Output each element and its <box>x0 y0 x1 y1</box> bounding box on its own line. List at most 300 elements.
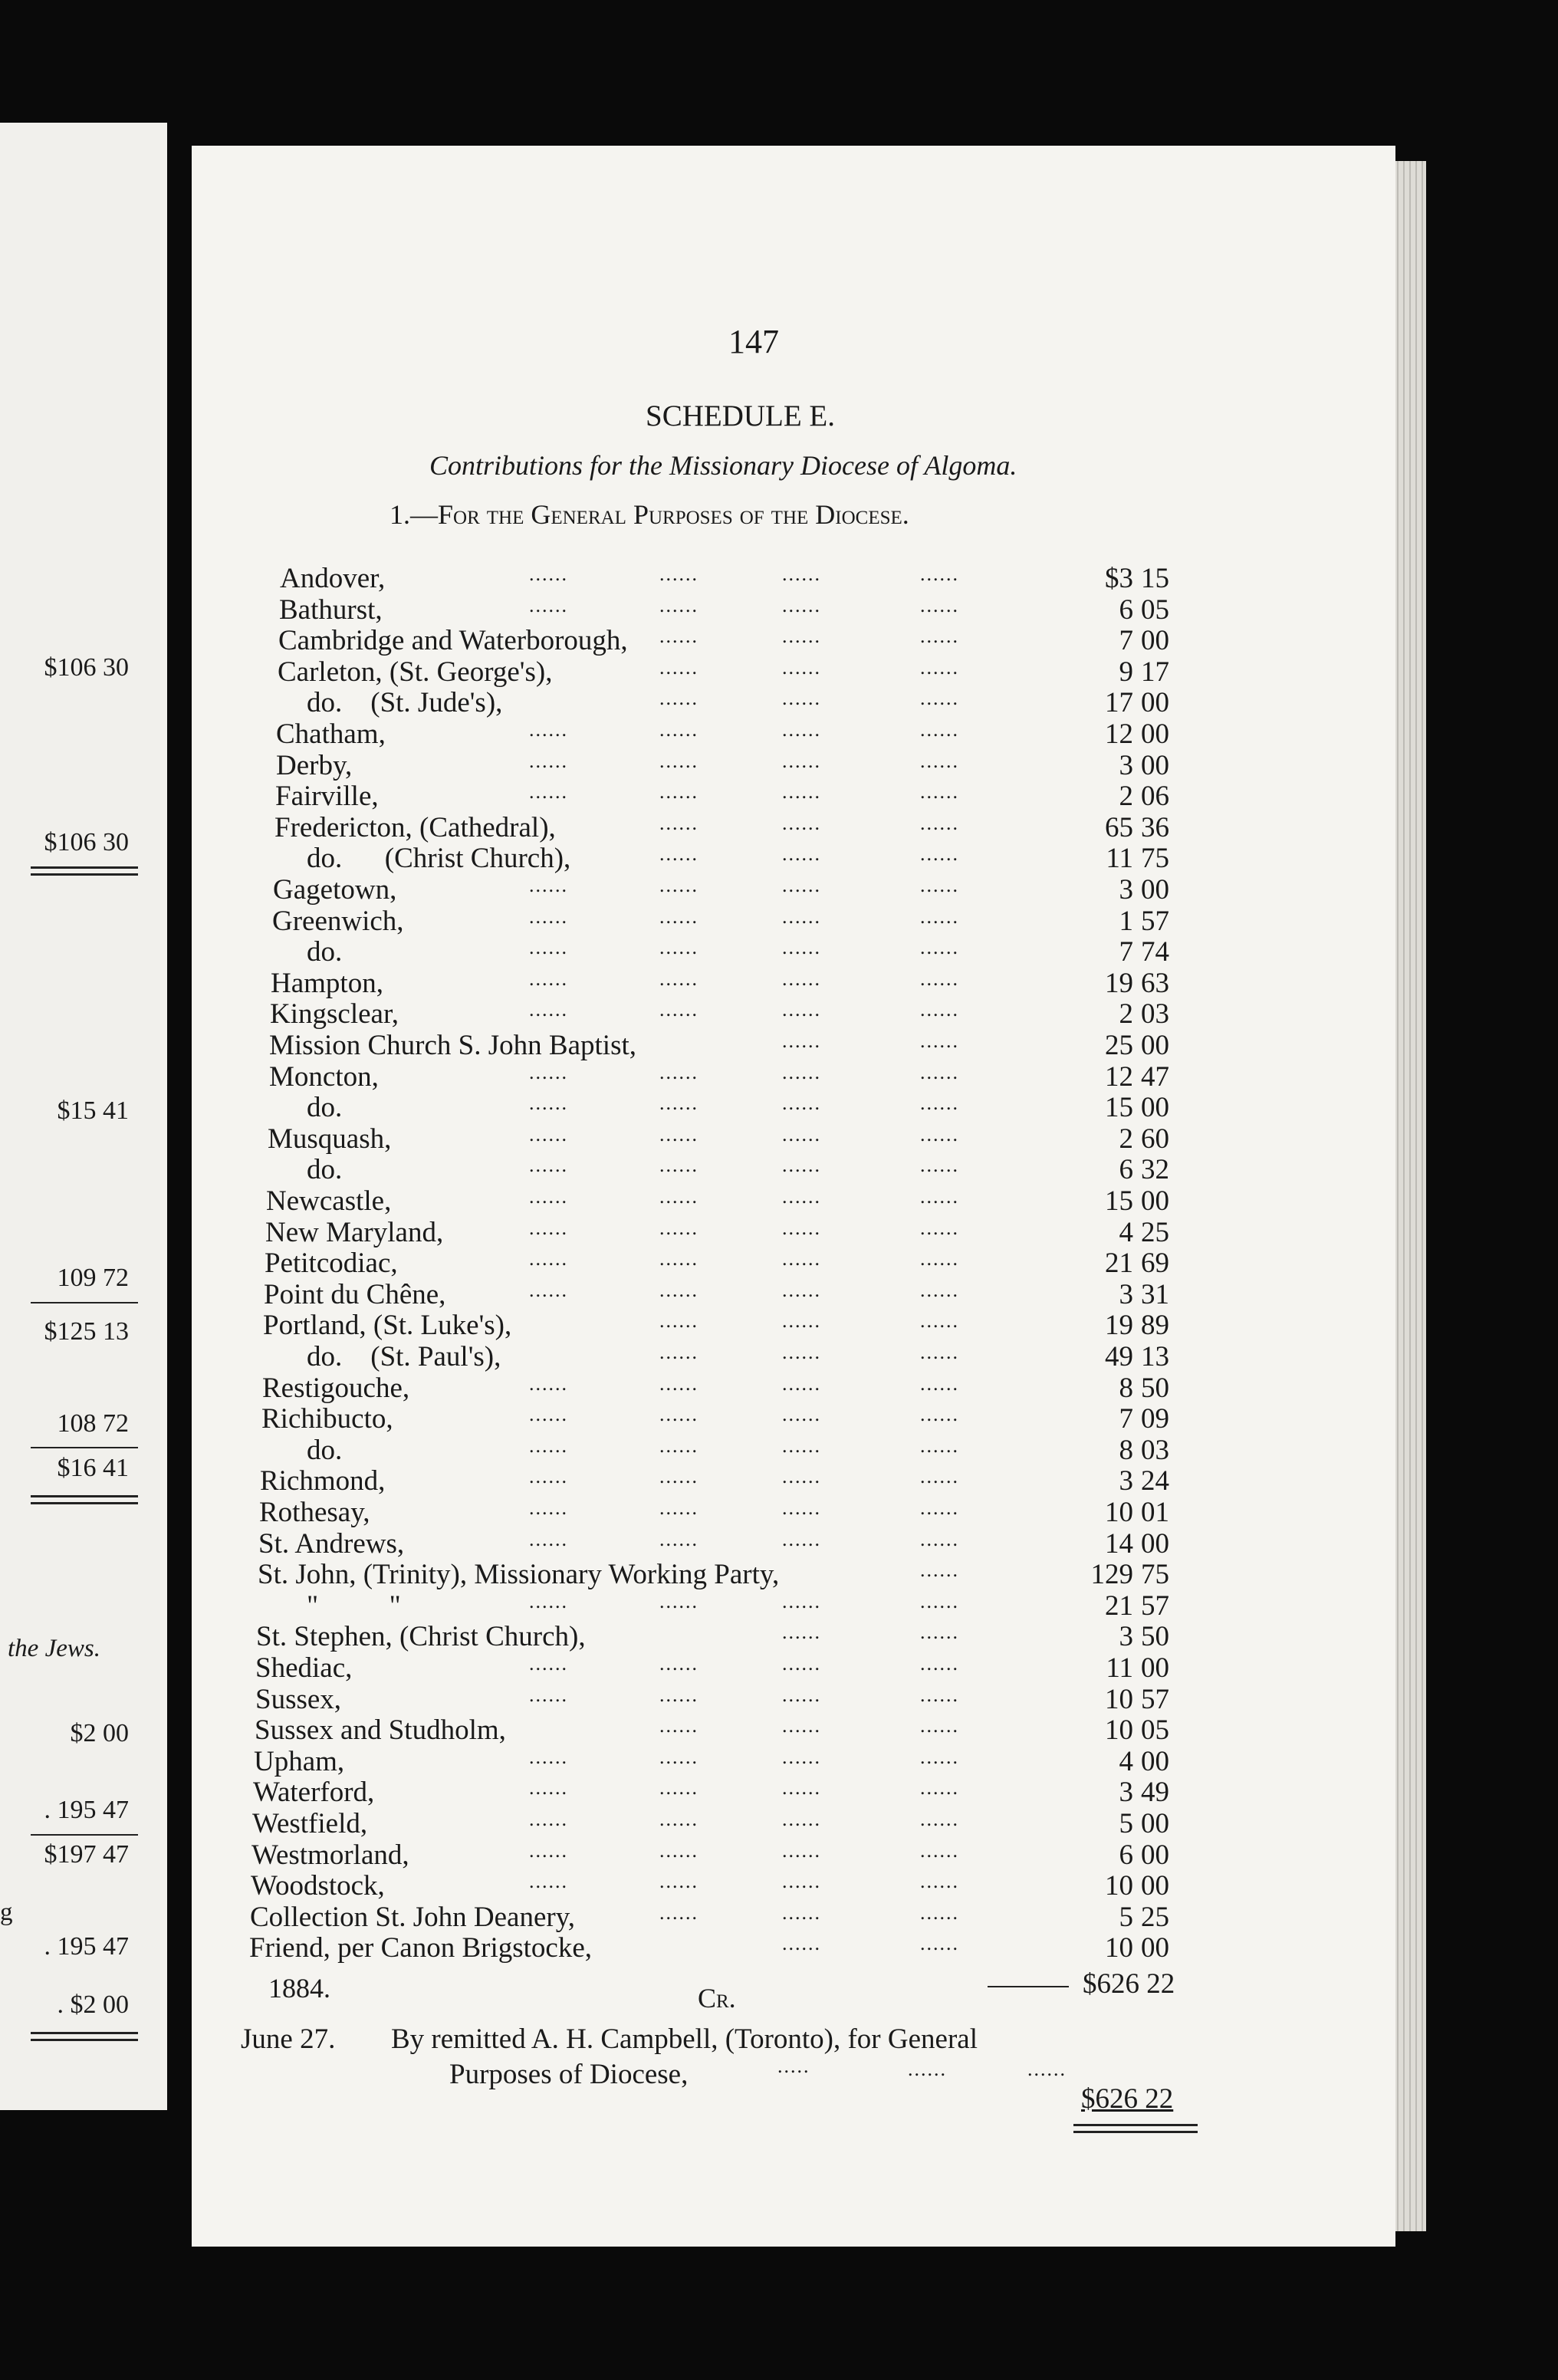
document-page <box>192 146 1395 2247</box>
amount <box>1066 1933 1196 1964</box>
ledger-row <box>192 1342 1395 1372</box>
dot-leader: ...... <box>529 1248 568 1270</box>
dot-leader: ...... <box>920 906 959 928</box>
amount <box>1066 1093 1196 1123</box>
dollars: 25 <box>1105 1030 1133 1061</box>
dot-leader: ...... <box>920 1403 959 1425</box>
dot-leader: ...... <box>782 812 821 834</box>
dot-leader: ...... <box>920 1061 959 1083</box>
amount <box>1066 1685 1196 1715</box>
ledger-row <box>192 1248 1395 1279</box>
facing-amount: 109 72 <box>57 1264 129 1292</box>
dollars: 12 <box>1105 1061 1133 1093</box>
dot-leader: ...... <box>782 1341 821 1363</box>
ledger-row <box>192 688 1395 718</box>
contributor-name: Richibucto, <box>261 1403 393 1435</box>
dot-leader: ...... <box>659 1777 698 1799</box>
dot-leader: ...... <box>920 1808 959 1830</box>
dot-leader: ...... <box>920 1248 959 1270</box>
dot-leader: ...... <box>529 1123 568 1146</box>
cents: 00 <box>1141 1746 1169 1777</box>
dot-leader: ...... <box>659 1310 698 1332</box>
cents: 03 <box>1141 998 1169 1030</box>
dot-leader: ...... <box>920 1217 959 1239</box>
dot-leader: ...... <box>659 1465 698 1488</box>
cents: 00 <box>1141 1528 1169 1560</box>
dot-leader: ...... <box>920 1621 959 1643</box>
dot-leader: ...... <box>529 563 568 585</box>
ledger-row <box>192 1871 1395 1902</box>
contributor-name: Rothesay, <box>259 1497 370 1528</box>
dot-leader: ...... <box>920 936 959 958</box>
cents: 36 <box>1141 812 1169 843</box>
contributor-name: Upham, <box>254 1746 345 1777</box>
dot-leader: ...... <box>782 1123 821 1146</box>
amount <box>1066 1310 1196 1341</box>
contributor-name: Collection St. John Deanery, <box>250 1902 576 1933</box>
contributor-name: do. <box>307 1435 343 1466</box>
ledger-row <box>192 1809 1395 1839</box>
dot-leader: ...... <box>529 1590 568 1612</box>
dot-leader: ...... <box>529 594 568 616</box>
dot-leader: ...... <box>782 1870 821 1892</box>
dot-leader: ...... <box>920 1435 959 1457</box>
contributor-name: do. (St. Jude's), <box>307 687 503 718</box>
facing-amount: $106 30 <box>44 653 129 682</box>
dollars: 3 <box>1119 874 1133 906</box>
dot-leader: ...... <box>659 656 698 679</box>
amount <box>1066 906 1196 937</box>
dot-leader: ...... <box>920 1714 959 1737</box>
cents: 49 <box>1141 1777 1169 1808</box>
dot-leader: ...... <box>782 1465 821 1488</box>
contributor-name: Westfield, <box>252 1808 368 1839</box>
dot-leader: ...... <box>659 1217 698 1239</box>
cents: 00 <box>1141 1839 1169 1871</box>
dot-leader: ...... <box>659 1528 698 1550</box>
ledger-row <box>192 1933 1395 1964</box>
cents: 50 <box>1141 1372 1169 1404</box>
dollars: 10 <box>1105 1932 1133 1964</box>
section-heading: 1.—For the General Purposes of the Diocese. <box>390 499 909 530</box>
facing-amount: . $2 00 <box>57 1990 129 2019</box>
amount <box>1066 1248 1196 1279</box>
dot-leader: ...... <box>529 781 568 803</box>
dot-leader: ...... <box>529 936 568 958</box>
dot-leader: ...... <box>659 750 698 772</box>
dot-leader: ...... <box>920 563 959 585</box>
dot-leader: ...... <box>920 1185 959 1208</box>
amount <box>1066 595 1196 626</box>
amount <box>1066 1809 1196 1839</box>
dot-leader: ...... <box>920 594 959 616</box>
cents: 15 <box>1141 563 1169 594</box>
amount <box>1066 1715 1196 1746</box>
dot-leader: ...... <box>920 1684 959 1706</box>
dot-leader: ...... <box>659 906 698 928</box>
dollars: 9 <box>1119 656 1133 688</box>
dot-leader: ...... <box>782 1590 821 1612</box>
contributor-name: Greenwich, <box>272 906 404 937</box>
contributor-name: Hampton, <box>271 968 383 999</box>
amount <box>1066 1840 1196 1871</box>
ledger-row <box>192 626 1395 656</box>
dot-leader: ...... <box>920 1839 959 1862</box>
cents: 74 <box>1141 936 1169 968</box>
dot-leader: ...... <box>782 1185 821 1208</box>
cents: 06 <box>1141 781 1169 812</box>
contributor-name: Moncton, <box>269 1061 379 1093</box>
ledger-row <box>192 1155 1395 1185</box>
dot-leader: ...... <box>782 625 821 647</box>
ledger-row <box>192 1777 1395 1808</box>
contributor-name: Andover, <box>280 563 386 594</box>
dot-leader: ...... <box>529 1154 568 1176</box>
dollars: 19 <box>1105 968 1133 999</box>
dot-leader: ...... <box>782 1310 821 1332</box>
contributor-name: do. <box>307 1154 343 1185</box>
cents: 00 <box>1141 1870 1169 1902</box>
dot-leader: ...... <box>659 998 698 1021</box>
amount <box>1066 937 1196 968</box>
cents: 31 <box>1141 1279 1169 1310</box>
dollars: 65 <box>1105 812 1133 843</box>
amount <box>1066 1466 1196 1497</box>
dot-leader: ...... <box>782 1652 821 1675</box>
amount <box>1066 1155 1196 1185</box>
contributor-name: Carleton, (St. George's), <box>278 656 553 688</box>
dot-leader: ...... <box>920 1030 959 1052</box>
contributor-name: Sussex, <box>255 1684 342 1715</box>
contributor-name: Newcastle, <box>266 1185 392 1217</box>
dot-leader: ...... <box>782 781 821 803</box>
amount <box>1066 1062 1196 1093</box>
cents: 00 <box>1141 1932 1169 1964</box>
amount <box>1066 1218 1196 1248</box>
cents: 24 <box>1141 1465 1169 1497</box>
dot-leader: ...... <box>529 998 568 1021</box>
dot-leader: ...... <box>920 1932 959 1954</box>
contributor-name: Friend, per Canon Brigstocke, <box>249 1932 592 1964</box>
cents: 89 <box>1141 1310 1169 1341</box>
amount <box>1066 626 1196 656</box>
dot-leader: ...... <box>782 1746 821 1768</box>
dot-leader: ...... <box>782 656 821 679</box>
facing-fragment: g <box>0 1898 13 1926</box>
dot-leader: ...... <box>782 563 821 585</box>
dollars: 10 <box>1105 1714 1133 1746</box>
dot-leader: ...... <box>782 874 821 896</box>
dot-leader: ...... <box>659 1714 698 1737</box>
ledger-row <box>192 1560 1395 1590</box>
contributor-name: Fairville, <box>275 781 379 812</box>
dollars: 1 <box>1119 906 1133 937</box>
amount <box>1066 999 1196 1030</box>
cents: 57 <box>1141 1684 1169 1715</box>
amount <box>1066 719 1196 750</box>
ledger-row <box>192 1093 1395 1123</box>
dollars: 49 <box>1105 1341 1133 1372</box>
dollars: 10 <box>1105 1497 1133 1528</box>
dot-leader: ...... <box>659 1061 698 1083</box>
cents: 25 <box>1141 1217 1169 1248</box>
contributor-name: Richmond, <box>260 1465 386 1497</box>
cents: 63 <box>1141 968 1169 999</box>
contributor-name: Shediac, <box>255 1652 353 1684</box>
amount <box>1066 1342 1196 1372</box>
dot-leader: ...... <box>920 968 959 990</box>
dot-leader: ...... <box>529 906 568 928</box>
dollars: 10 <box>1105 1870 1133 1902</box>
dot-leader: ...... <box>659 1808 698 1830</box>
dot-leader: ...... <box>782 968 821 990</box>
dot-leader: ...... <box>659 1870 698 1892</box>
dollars: 7 <box>1119 625 1133 656</box>
ledger-row <box>192 1715 1395 1746</box>
dot-leader: ...... <box>920 1341 959 1363</box>
amount <box>1066 1124 1196 1155</box>
dot-leader: ...... <box>782 1902 821 1924</box>
dollars: 6 <box>1119 1154 1133 1185</box>
facing-amount: $16 41 <box>57 1454 129 1482</box>
contributor-name: Kingsclear, <box>270 998 399 1030</box>
dot-leader: ...... <box>529 1092 568 1114</box>
contributor-name: " " <box>307 1590 401 1622</box>
cents: 00 <box>1141 750 1169 781</box>
dot-leader: ...... <box>659 1248 698 1270</box>
dot-leader: ...... <box>529 1403 568 1425</box>
amount <box>1066 875 1196 906</box>
amount <box>1066 968 1196 999</box>
cents: 03 <box>1141 1435 1169 1466</box>
cents: 69 <box>1141 1248 1169 1279</box>
dollars: 129 <box>1090 1559 1133 1590</box>
dot-leader: ...... <box>659 1902 698 1924</box>
dot-leader: ...... <box>920 1870 959 1892</box>
amount <box>1066 1777 1196 1808</box>
dot-leader: ...... <box>659 1435 698 1457</box>
ledger-row <box>192 564 1395 594</box>
credit-description-line2: Purposes of Diocese, <box>449 2059 689 2090</box>
dot-leader: ...... <box>659 936 698 958</box>
dot-leader: ...... <box>782 1248 821 1270</box>
ledger-row <box>192 1404 1395 1435</box>
double-rule <box>31 866 138 876</box>
dot-leader: ...... <box>782 1092 821 1114</box>
cents: 00 <box>1141 1092 1169 1123</box>
contributor-name: Waterford, <box>253 1777 375 1808</box>
dot-leader: ...... <box>920 656 959 679</box>
contributor-name: St. John, (Trinity), Missionary Working Party, <box>258 1559 780 1590</box>
dot-leader: ...... <box>529 1061 568 1083</box>
rule <box>31 1834 138 1836</box>
cents: 01 <box>1141 1497 1169 1528</box>
dollars: 3 <box>1119 1279 1133 1310</box>
dollars: 10 <box>1105 1684 1133 1715</box>
ledger-row <box>192 719 1395 750</box>
credit-year: 1884. <box>268 1973 330 2004</box>
dollars: 5 <box>1119 1902 1133 1933</box>
dot-leader: ...... <box>659 1279 698 1301</box>
dot-leader: ...... <box>782 1217 821 1239</box>
dollars: $3 <box>1105 563 1133 594</box>
cents: 00 <box>1141 1030 1169 1061</box>
ledger-row <box>192 1622 1395 1652</box>
contributor-name: do. (St. Paul's), <box>307 1341 501 1372</box>
dollars: 2 <box>1119 998 1133 1030</box>
dot-leader: ...... <box>920 1123 959 1146</box>
ledger-row <box>192 1031 1395 1061</box>
amount <box>1066 1404 1196 1435</box>
credit-description: By remitted A. H. Campbell, (Toronto), for General <box>391 2023 978 2055</box>
cents: 05 <box>1141 1714 1169 1746</box>
contributor-name: do. <box>307 1092 343 1123</box>
cents: 50 <box>1141 1621 1169 1652</box>
dot-leader: ...... <box>529 1808 568 1830</box>
dot-leader: ...... <box>782 1497 821 1519</box>
dot-leader: ...... <box>782 1808 821 1830</box>
dot-leader: ...... <box>659 1092 698 1114</box>
dot-leader: ...... <box>782 1777 821 1799</box>
dot-leader: ...... <box>659 1403 698 1425</box>
cents: 05 <box>1141 594 1169 626</box>
dot-leader: ...... <box>920 1590 959 1612</box>
dot-leader: ...... <box>782 718 821 741</box>
dot-leader: ...... <box>920 1652 959 1675</box>
dot-leader: ...... <box>782 1061 821 1083</box>
dot-leader: ...... <box>782 687 821 709</box>
dot-leader: ...... <box>782 1684 821 1706</box>
amount <box>1066 1373 1196 1404</box>
cents: 00 <box>1141 687 1169 718</box>
cents: 57 <box>1141 1590 1169 1622</box>
total-amount: $626 22 <box>1083 1968 1175 2000</box>
dollars: 5 <box>1119 1808 1133 1839</box>
dollars: 3 <box>1119 750 1133 781</box>
amount <box>1066 813 1196 843</box>
contributor-name: Restigouche, <box>262 1372 410 1404</box>
cents: 13 <box>1141 1341 1169 1372</box>
contributor-name: Cambridge and Waterborough, <box>278 625 628 656</box>
amount <box>1066 657 1196 688</box>
credit-date: June 27. <box>241 2023 336 2055</box>
dot-leader: ...... <box>659 781 698 803</box>
dot-leader: ...... <box>529 1217 568 1239</box>
dot-leader: ...... <box>920 998 959 1021</box>
dollars: 21 <box>1105 1248 1133 1279</box>
cents: 00 <box>1141 718 1169 750</box>
dollars: 6 <box>1119 594 1133 626</box>
dot-leader: ...... <box>782 1528 821 1550</box>
amount <box>1066 1591 1196 1622</box>
cents: 00 <box>1141 1808 1169 1839</box>
contributor-name: St. Andrews, <box>258 1528 405 1560</box>
dollars: 7 <box>1119 936 1133 968</box>
double-rule <box>31 1495 138 1504</box>
dollars: 19 <box>1105 1310 1133 1341</box>
dot-leader: ...... <box>782 1403 821 1425</box>
facing-amount: $2 00 <box>70 1719 129 1747</box>
dot-leader: ...... <box>920 1497 959 1519</box>
dot-leader: ...... <box>659 1684 698 1706</box>
total-rule <box>988 1986 1069 1987</box>
dot-leader: ...... <box>659 874 698 896</box>
contributor-name: Petitcodiac, <box>265 1248 398 1279</box>
amount <box>1066 1653 1196 1684</box>
dot-leader: ...... <box>529 1652 568 1675</box>
double-rule <box>31 2032 138 2041</box>
dot-leader: ...... <box>659 1341 698 1363</box>
dot-leader: ...... <box>920 781 959 803</box>
ledger-row <box>192 1186 1395 1217</box>
dot-leader: ...... <box>920 843 959 865</box>
dot-leader: ...... <box>529 1839 568 1862</box>
dot-leader: ...... <box>659 1590 698 1612</box>
contributor-name: Portland, (St. Luke's), <box>263 1310 512 1341</box>
ledger-row <box>192 843 1395 874</box>
facing-amount: $15 41 <box>57 1096 129 1125</box>
amount <box>1066 1435 1196 1466</box>
contributor-name: Bathurst, <box>279 594 383 626</box>
ledger-row <box>192 781 1395 812</box>
dot-leader: ...... <box>920 874 959 896</box>
dollars: 8 <box>1119 1372 1133 1404</box>
dollars: 17 <box>1105 687 1133 718</box>
ledger-row <box>192 1310 1395 1341</box>
facing-amount: $125 13 <box>44 1317 129 1346</box>
credit-label: Cr. <box>698 1983 736 2013</box>
dot-leader: ...... <box>920 1746 959 1768</box>
double-rule <box>1073 2124 1198 2133</box>
cents: 75 <box>1141 843 1169 874</box>
dot-leader: ...... <box>920 1777 959 1799</box>
dollars: 11 <box>1106 1652 1133 1684</box>
dot-leader: ...... <box>920 1154 959 1176</box>
amount <box>1066 1871 1196 1902</box>
dot-leader: ...... <box>659 1185 698 1208</box>
contributor-name: Woodstock, <box>251 1870 385 1902</box>
dot-leader: ...... <box>782 998 821 1021</box>
dot-leader: ...... <box>782 906 821 928</box>
dot-leader: ...... <box>659 1497 698 1519</box>
cents: 60 <box>1141 1123 1169 1155</box>
cents: 75 <box>1141 1559 1169 1590</box>
dot-leader: ...... <box>659 812 698 834</box>
dot-leader: ...... <box>529 874 568 896</box>
dollars: 2 <box>1119 1123 1133 1155</box>
dot-leader: ...... <box>920 1310 959 1332</box>
amount <box>1066 1186 1196 1217</box>
dot-leader: ...... <box>782 750 821 772</box>
amount <box>1066 1280 1196 1310</box>
dot-leader: ...... <box>529 1528 568 1550</box>
contributor-name: do. (Christ Church), <box>307 843 571 874</box>
dot-leader: ...... <box>920 812 959 834</box>
dot-leader: ...... <box>782 1621 821 1643</box>
cents: 00 <box>1141 874 1169 906</box>
dot-leader: ...... <box>529 750 568 772</box>
facing-amount: . 195 47 <box>44 1796 129 1824</box>
dot-leader: ...... <box>659 843 698 865</box>
contributor-name: Westmorland, <box>251 1839 409 1871</box>
dot-leader: ...... <box>659 1372 698 1395</box>
dot-leader: ...... <box>782 594 821 616</box>
page-number: 147 <box>728 323 779 360</box>
dot-leader: ...... <box>782 1932 821 1954</box>
contributor-name: Gagetown, <box>273 874 397 906</box>
contributor-name: do. <box>307 936 343 968</box>
dot-leader: ...... <box>1027 2058 1067 2080</box>
